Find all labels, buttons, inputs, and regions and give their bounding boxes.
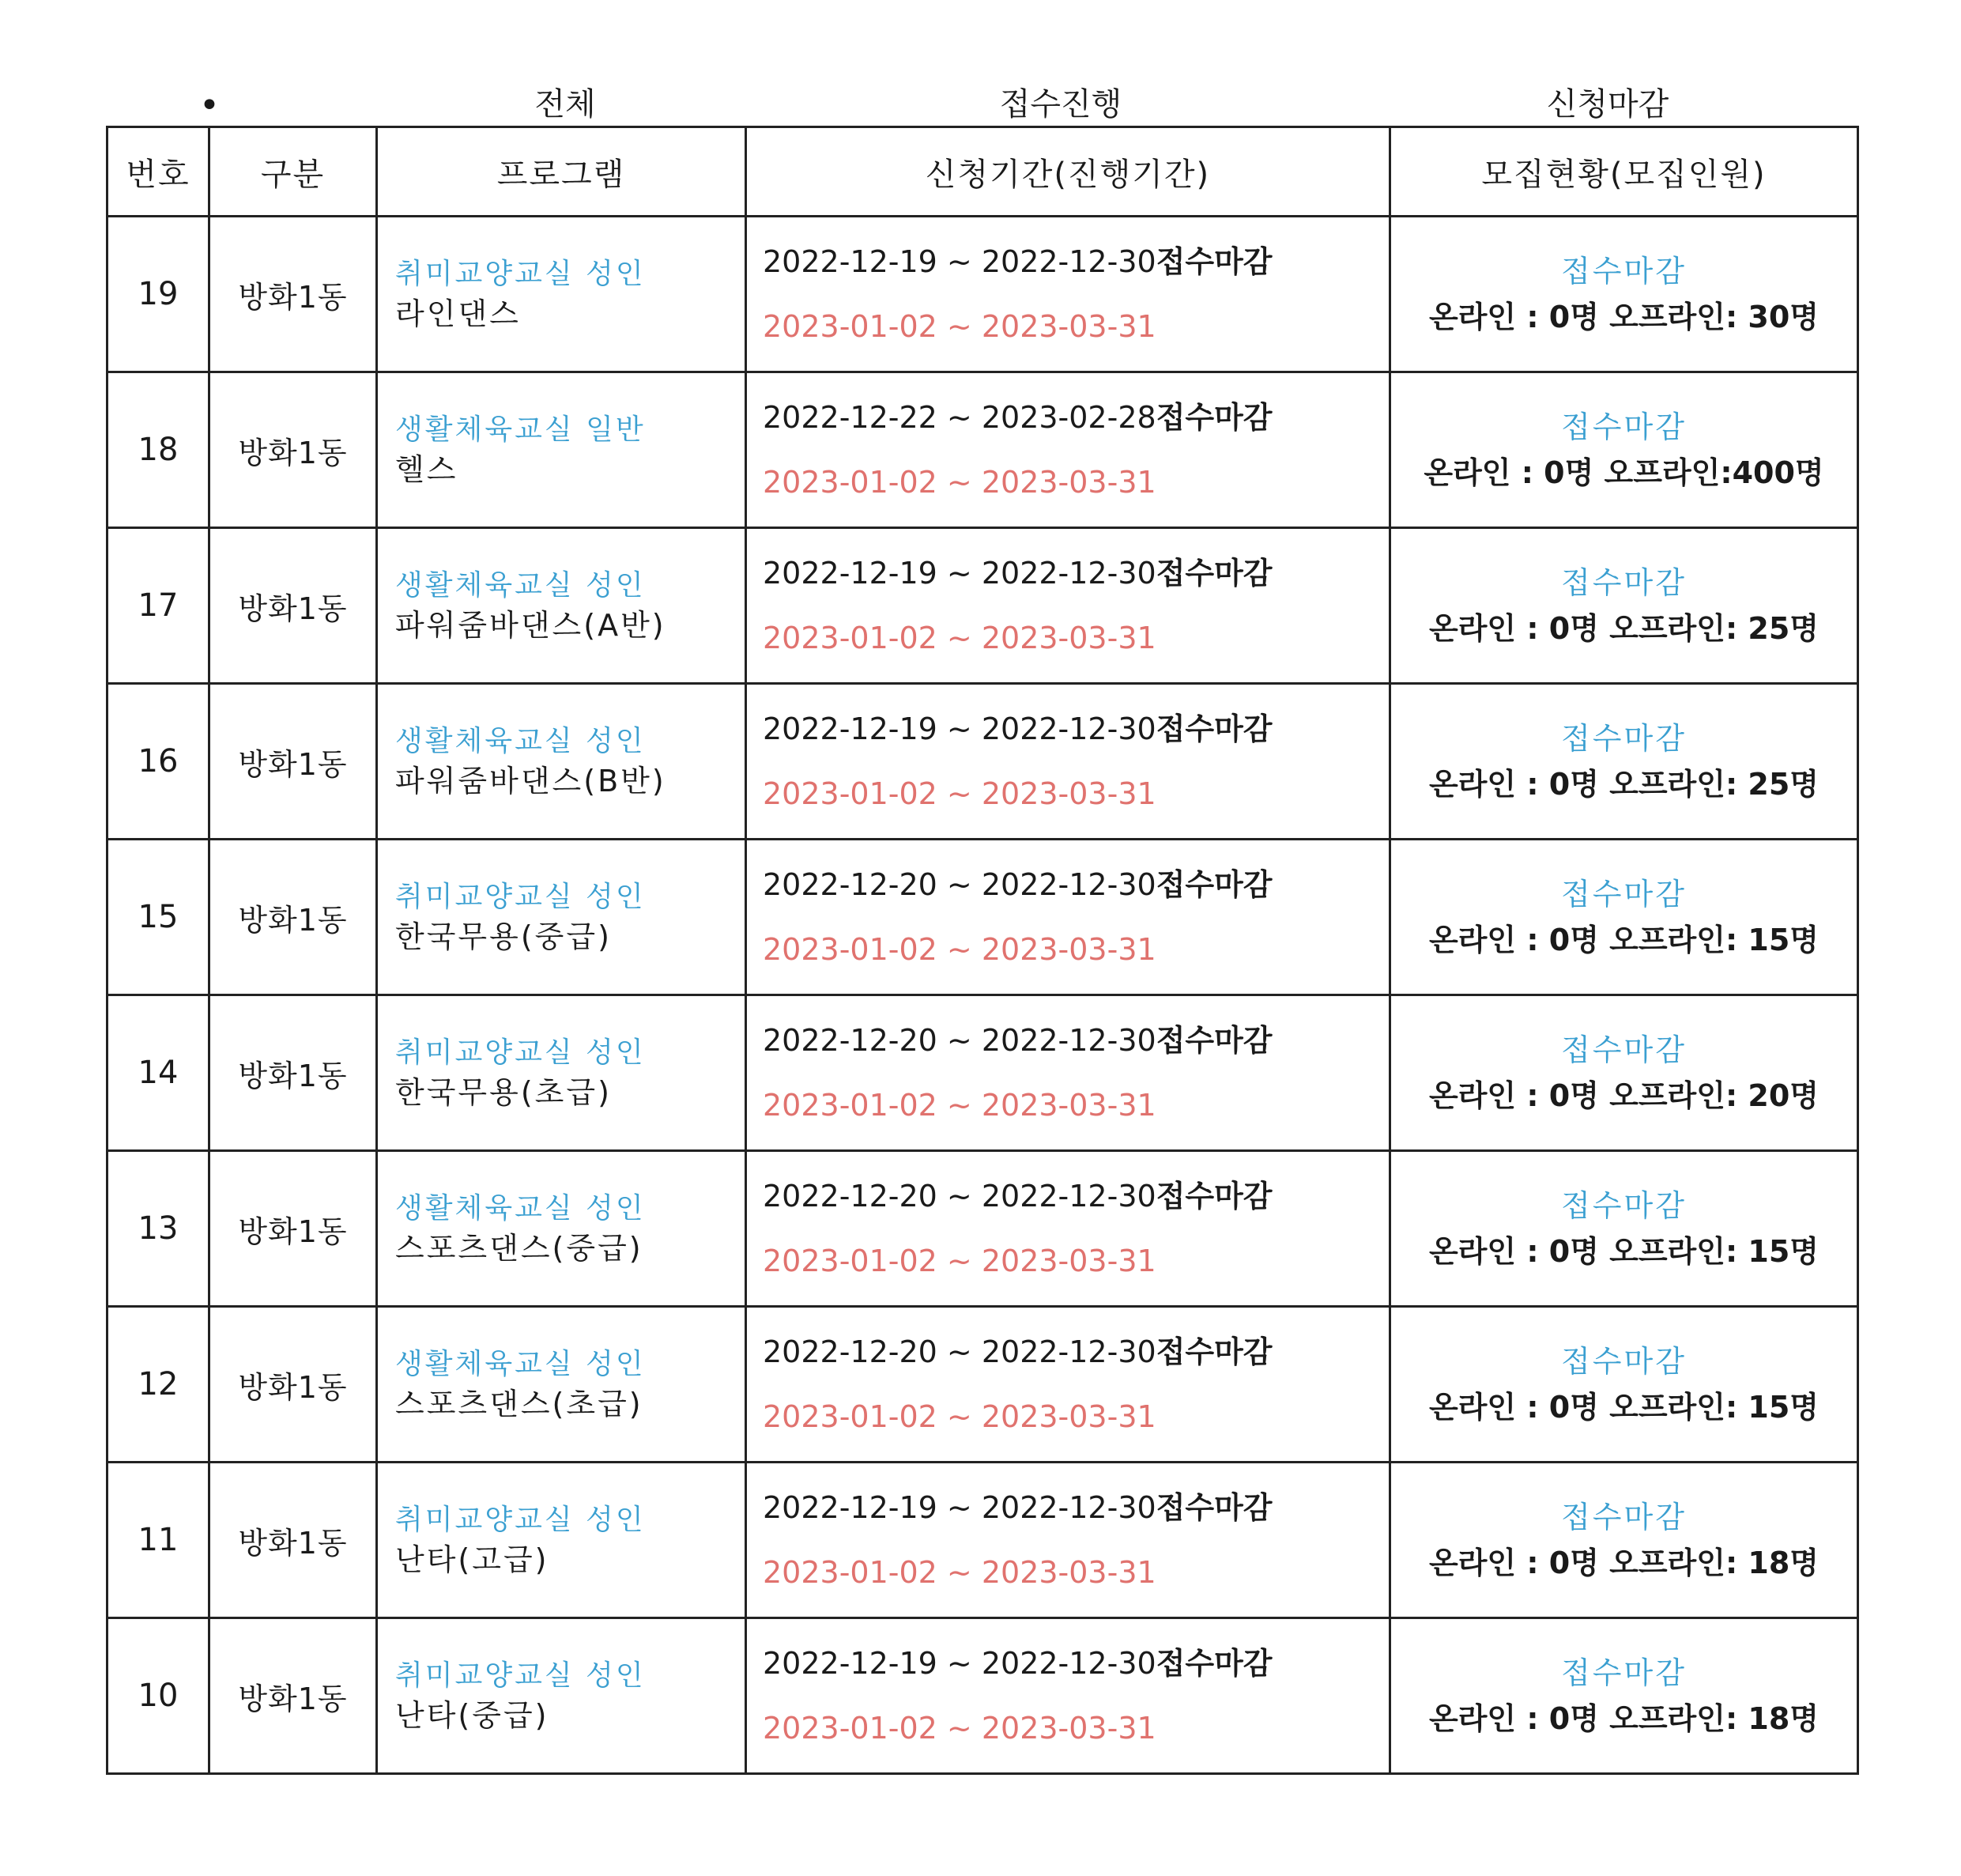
program-name[interactable]: 난타(고급): [395, 1542, 549, 1577]
apply-period-line: [763, 551, 1388, 595]
run-period: 2023-01-02 ~ 2023-03-31: [763, 1244, 1156, 1278]
apply-period-line: [763, 1330, 1388, 1374]
run-period: 2023-01-02 ~ 2023-03-31: [763, 1711, 1156, 1746]
table-row[interactable]: [107, 1307, 1858, 1463]
apply-period-line: [763, 863, 1388, 907]
table-row[interactable]: [107, 372, 1858, 528]
row-program-cell[interactable]: [377, 1151, 746, 1307]
run-period: 2023-01-02 ~ 2023-03-31: [763, 1555, 1156, 1590]
recruit-status: 접수마감: [1561, 1188, 1687, 1223]
row-period-cell: [746, 217, 1390, 372]
row-period-cell: [746, 840, 1390, 995]
row-period-cell: [746, 528, 1390, 684]
row-number: 17: [107, 528, 209, 684]
row-program-cell[interactable]: [377, 684, 746, 840]
row-program-cell[interactable]: [377, 528, 746, 684]
row-recruit-cell: [1390, 1463, 1858, 1618]
apply-status: 접수마감: [1156, 556, 1273, 591]
apply-period: 2022-12-20 ~ 2022-12-30: [763, 1023, 1156, 1058]
header-period: 신청기간(진행기간): [746, 127, 1390, 217]
program-category: 생활체육교실 일반: [395, 413, 646, 446]
table-row[interactable]: [107, 840, 1858, 995]
recruit-status: 접수마감: [1561, 1344, 1687, 1379]
program-name[interactable]: 한국무용(초급): [395, 1075, 612, 1110]
row-recruit-cell: [1390, 840, 1858, 995]
row-division: 방화1동: [209, 217, 377, 372]
recruit-count: 온라인 : 0명 오프라인: 15명: [1428, 923, 1819, 957]
apply-period-line: [763, 1018, 1388, 1063]
recruit-status: 접수마감: [1561, 410, 1687, 444]
row-program-cell[interactable]: [377, 1463, 746, 1618]
apply-period-line: [763, 1641, 1388, 1685]
table-row[interactable]: [107, 528, 1858, 684]
recruit-status: 접수마감: [1561, 565, 1687, 600]
recruit-count: 온라인 : 0명 오프라인: 20명: [1428, 1078, 1819, 1113]
program-category: 생활체육교실 성인: [395, 1192, 646, 1225]
recruit-status: 접수마감: [1561, 877, 1687, 912]
table-header-row: [107, 127, 1858, 217]
row-division: 방화1동: [209, 1618, 377, 1774]
table-row[interactable]: [107, 1618, 1858, 1774]
apply-period: 2022-12-19 ~ 2022-12-30: [763, 1490, 1156, 1525]
header-number: 번호: [107, 127, 209, 217]
row-number: 13: [107, 1151, 209, 1307]
program-table: [106, 126, 1859, 1775]
program-category: 생활체육교실 성인: [395, 725, 646, 757]
program-category: 취미교양교실 성인: [395, 1504, 646, 1536]
program-category: 취미교양교실 성인: [395, 1659, 646, 1692]
run-period: 2023-01-02 ~ 2023-03-31: [763, 932, 1156, 967]
recruit-status: 접수마감: [1561, 1032, 1687, 1067]
program-name[interactable]: 난타(중급): [395, 1698, 549, 1733]
row-period-cell: [746, 1307, 1390, 1463]
row-division: 방화1동: [209, 372, 377, 528]
apply-period: 2022-12-22 ~ 2023-02-28: [763, 400, 1156, 435]
row-period-cell: [746, 1151, 1390, 1307]
row-recruit-cell: [1390, 217, 1858, 372]
row-number: 14: [107, 995, 209, 1151]
recruit-count: 온라인 : 0명 오프라인: 25명: [1428, 611, 1819, 646]
row-number: 16: [107, 684, 209, 840]
program-category: 취미교양교실 성인: [395, 258, 646, 290]
row-division: 방화1동: [209, 840, 377, 995]
apply-status: 접수마감: [1156, 1334, 1273, 1369]
row-program-cell[interactable]: [377, 372, 746, 528]
table-row[interactable]: [107, 684, 1858, 840]
apply-status: 접수마감: [1156, 1646, 1273, 1681]
header-division: 구분: [209, 127, 377, 217]
recruit-count: 온라인 : 0명 오프라인: 18명: [1428, 1546, 1819, 1580]
run-period: 2023-01-02 ~ 2023-03-31: [763, 309, 1156, 344]
row-number: 11: [107, 1463, 209, 1618]
recruit-count: 온라인 : 0명 오프라인: 15명: [1428, 1234, 1819, 1269]
row-division: 방화1동: [209, 684, 377, 840]
run-period: 2023-01-02 ~ 2023-03-31: [763, 465, 1156, 500]
row-program-cell[interactable]: [377, 1618, 746, 1774]
row-period-cell: [746, 684, 1390, 840]
recruit-count: 온라인 : 0명 오프라인:400명: [1424, 455, 1824, 490]
apply-period: 2022-12-19 ~ 2022-12-30: [763, 1646, 1156, 1681]
recruit-status: 접수마감: [1561, 721, 1687, 756]
table-row[interactable]: [107, 1463, 1858, 1618]
program-name[interactable]: 파워줌바댄스(A반): [395, 608, 666, 643]
recruit-count: 온라인 : 0명 오프라인: 15명: [1428, 1390, 1819, 1425]
apply-status: 접수마감: [1156, 400, 1273, 435]
apply-status: 접수마감: [1156, 1023, 1273, 1058]
filter-all-tab[interactable]: 전체: [534, 86, 596, 123]
apply-period: 2022-12-20 ~ 2022-12-30: [763, 1179, 1156, 1214]
apply-status: 접수마감: [1156, 867, 1273, 902]
apply-period-line: [763, 1174, 1388, 1218]
header-program: 프로그램: [377, 127, 746, 217]
apply-status: 접수마감: [1156, 1179, 1273, 1214]
row-division: 방화1동: [209, 528, 377, 684]
row-recruit-cell: [1390, 1618, 1858, 1774]
row-program-cell[interactable]: [377, 995, 746, 1151]
row-division: 방화1동: [209, 1151, 377, 1307]
apply-status: 접수마감: [1156, 712, 1273, 746]
program-name[interactable]: 헬스: [395, 452, 458, 487]
row-period-cell: [746, 1463, 1390, 1618]
row-division: 방화1동: [209, 1463, 377, 1618]
row-program-cell[interactable]: [377, 1307, 746, 1463]
recruit-count: 온라인 : 0명 오프라인: 25명: [1428, 767, 1819, 802]
recruit-status: 접수마감: [1561, 1655, 1687, 1690]
row-period-cell: [746, 1618, 1390, 1774]
row-recruit-cell: [1390, 1151, 1858, 1307]
filter-open-tab[interactable]: 접수진행: [999, 86, 1122, 123]
header-recruitment: 모집현황(모집인원): [1390, 127, 1858, 217]
apply-period: 2022-12-20 ~ 2022-12-30: [763, 867, 1156, 902]
bullet-mark: •: [199, 85, 220, 126]
run-period: 2023-01-02 ~ 2023-03-31: [763, 1399, 1156, 1434]
table-row[interactable]: [107, 1151, 1858, 1307]
row-division: 방화1동: [209, 1307, 377, 1463]
program-category: 생활체육교실 성인: [395, 569, 646, 602]
row-number: 18: [107, 372, 209, 528]
program-name[interactable]: 파워줌바댄스(B반): [395, 764, 666, 798]
filter-closed-tab[interactable]: 신청마감: [1546, 86, 1669, 123]
apply-period-line: [763, 1485, 1388, 1530]
row-recruit-cell: [1390, 528, 1858, 684]
apply-status: 접수마감: [1156, 244, 1273, 279]
recruit-count: 온라인 : 0명 오프라인: 30명: [1428, 300, 1819, 334]
row-program-cell[interactable]: [377, 840, 746, 995]
row-recruit-cell: [1390, 995, 1858, 1151]
row-number: 15: [107, 840, 209, 995]
row-recruit-cell: [1390, 372, 1858, 528]
table-row[interactable]: [107, 217, 1858, 372]
program-name[interactable]: 라인댄스: [395, 296, 521, 331]
apply-status: 접수마감: [1156, 1490, 1273, 1525]
row-number: 12: [107, 1307, 209, 1463]
program-name[interactable]: 스포츠댄스(중급): [395, 1231, 643, 1266]
row-division: 방화1동: [209, 995, 377, 1151]
recruit-count: 온라인 : 0명 오프라인: 18명: [1428, 1701, 1819, 1736]
recruit-status: 접수마감: [1561, 254, 1687, 289]
apply-period: 2022-12-19 ~ 2022-12-30: [763, 712, 1156, 746]
apply-period-line: [763, 240, 1388, 284]
row-recruit-cell: [1390, 1307, 1858, 1463]
program-category: 취미교양교실 성인: [395, 881, 646, 913]
apply-period-line: [763, 395, 1388, 440]
row-program-cell[interactable]: [377, 217, 746, 372]
row-recruit-cell: [1390, 684, 1858, 840]
row-number: 19: [107, 217, 209, 372]
apply-period: 2022-12-19 ~ 2022-12-30: [763, 556, 1156, 591]
apply-period: 2022-12-19 ~ 2022-12-30: [763, 244, 1156, 279]
program-name[interactable]: 스포츠댄스(초급): [395, 1387, 643, 1421]
run-period: 2023-01-02 ~ 2023-03-31: [763, 776, 1156, 811]
table-row[interactable]: [107, 995, 1858, 1151]
run-period: 2023-01-02 ~ 2023-03-31: [763, 1088, 1156, 1123]
apply-period: 2022-12-20 ~ 2022-12-30: [763, 1334, 1156, 1369]
program-category: 생활체육교실 성인: [395, 1348, 646, 1380]
row-period-cell: [746, 372, 1390, 528]
run-period: 2023-01-02 ~ 2023-03-31: [763, 621, 1156, 655]
table-body: [107, 217, 1858, 1774]
apply-period-line: [763, 707, 1388, 751]
recruit-status: 접수마감: [1561, 1500, 1687, 1534]
row-period-cell: [746, 995, 1390, 1151]
program-category: 취미교양교실 성인: [395, 1036, 646, 1069]
row-number: 10: [107, 1618, 209, 1774]
program-name[interactable]: 한국무용(중급): [395, 919, 612, 954]
